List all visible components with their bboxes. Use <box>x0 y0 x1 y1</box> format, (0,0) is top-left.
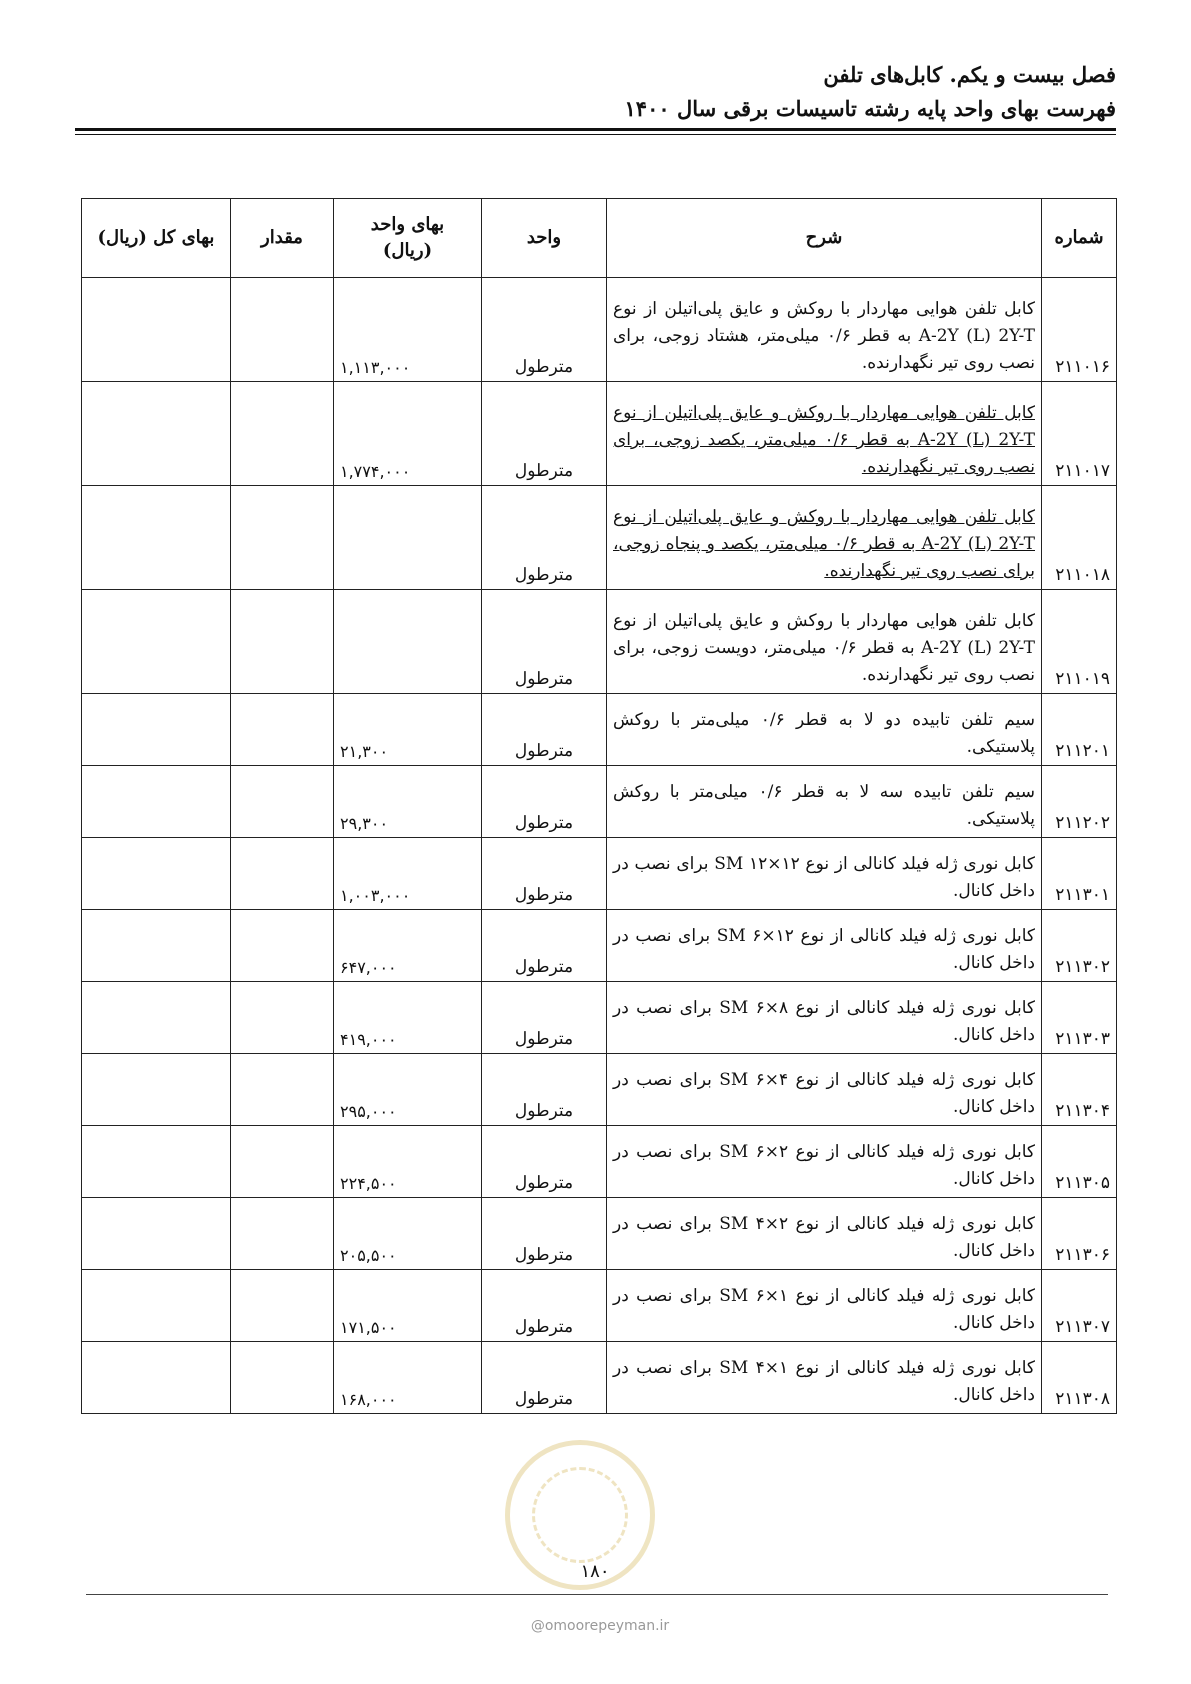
row-total <box>82 1126 231 1198</box>
row-quantity <box>231 766 334 838</box>
row-quantity <box>231 486 334 590</box>
row-description: کابل تلفن هوایی مهاردار با روکش و عایق پلی‌اتیلن از نوع A-2Y (L) 2Y-T به قطر ۰/۶ میلی‌متر، یکصد و پنجاه زوجی، برای نصب روی تیر نگهدارنده. <box>607 486 1042 590</box>
unit-price-currency: (ریال) <box>382 240 433 261</box>
row-quantity <box>231 1054 334 1126</box>
row-unit: مترطول <box>482 838 607 910</box>
row-unit-price: ۲۹,۳۰۰ <box>334 766 482 838</box>
row-total <box>82 910 231 982</box>
row-description: کابل تلفن هوایی مهاردار با روکش و عایق پلی‌اتیلن از نوع A-2Y (L) 2Y-T به قطر ۰/۶ میلی‌متر، هشتاد زوجی، برای نصب روی تیر نگهدارنده. <box>607 278 1042 382</box>
row-description: کابل نوری ژله فیلد کانالی از نوع SM ۶×۱ برای نصب در داخل کانال. <box>607 1270 1042 1342</box>
row-quantity <box>231 910 334 982</box>
row-code: ۲۱۱۰۱۶ <box>1042 278 1117 382</box>
column-header-unit-price <box>334 199 482 278</box>
row-quantity <box>231 1126 334 1198</box>
row-unit-price: ۶۴۷,۰۰۰ <box>334 910 482 982</box>
table-row <box>82 486 1117 590</box>
website-watermark: @omoorepeyman.ir <box>530 1618 670 1634</box>
row-unit: مترطول <box>482 694 607 766</box>
row-quantity <box>231 982 334 1054</box>
row-total <box>82 1198 231 1270</box>
row-code: ۲۱۱۰۱۷ <box>1042 382 1117 486</box>
row-description: کابل نوری ژله فیلد کانالی از نوع SM ۱۲×۱۲ برای نصب در داخل کانال. <box>607 838 1042 910</box>
row-code: ۲۱۱۳۰۴ <box>1042 1054 1117 1126</box>
row-quantity <box>231 1198 334 1270</box>
row-total <box>82 382 231 486</box>
column-header-description: شرح <box>607 199 1042 278</box>
row-unit: مترطول <box>482 1198 607 1270</box>
row-unit-price: ۲۰۵,۵۰۰ <box>334 1198 482 1270</box>
row-quantity <box>231 278 334 382</box>
row-unit-price <box>334 486 482 590</box>
row-description: سیم تلفن تابیده سه لا به قطر ۰/۶ میلی‌متر با روکش پلاستیکی. <box>607 766 1042 838</box>
row-code: ۲۱۱۰۱۹ <box>1042 590 1117 694</box>
row-unit-price: ۲۹۵,۰۰۰ <box>334 1054 482 1126</box>
row-total <box>82 982 231 1054</box>
row-code: ۲۱۱۳۰۷ <box>1042 1270 1117 1342</box>
price-list-table <box>81 198 1117 1414</box>
row-code: ۲۱۱۳۰۸ <box>1042 1342 1117 1414</box>
row-description: کابل نوری ژله فیلد کانالی از نوع SM ۴×۲ برای نصب در داخل کانال. <box>607 1198 1042 1270</box>
row-unit-price: ۱۷۱,۵۰۰ <box>334 1270 482 1342</box>
row-total <box>82 486 231 590</box>
row-unit: مترطول <box>482 382 607 486</box>
row-description: کابل نوری ژله فیلد کانالی از نوع SM ۶×۴ برای نصب در داخل کانال. <box>607 1054 1042 1126</box>
header-rule-thick <box>75 128 1116 131</box>
unit-price-label: بهای واحد <box>370 214 445 235</box>
table-row <box>82 278 1117 382</box>
row-unit: مترطول <box>482 1126 607 1198</box>
row-quantity <box>231 1342 334 1414</box>
row-description: کابل نوری ژله فیلد کانالی از نوع SM ۶×۱۲ برای نصب در داخل کانال. <box>607 910 1042 982</box>
row-unit-price: ۱,۰۰۳,۰۰۰ <box>334 838 482 910</box>
column-header-code: شماره <box>1042 199 1117 278</box>
row-unit-price <box>334 590 482 694</box>
row-code: ۲۱۱۳۰۶ <box>1042 1198 1117 1270</box>
row-unit: مترطول <box>482 766 607 838</box>
row-total <box>82 590 231 694</box>
row-code: ۲۱۱۳۰۲ <box>1042 910 1117 982</box>
row-code: ۲۱۱۲۰۱ <box>1042 694 1117 766</box>
row-total <box>82 278 231 382</box>
row-code: ۲۱۱۲۰۲ <box>1042 766 1117 838</box>
row-code: ۲۱۱۳۰۱ <box>1042 838 1117 910</box>
row-description: کابل نوری ژله فیلد کانالی از نوع SM ۶×۸ برای نصب در داخل کانال. <box>607 982 1042 1054</box>
table-row <box>82 982 1117 1054</box>
row-unit: مترطول <box>482 590 607 694</box>
column-header-quantity: مقدار <box>231 199 334 278</box>
row-unit-price: ۴۱۹,۰۰۰ <box>334 982 482 1054</box>
row-description: کابل تلفن هوایی مهاردار با روکش و عایق پلی‌اتیلن از نوع A-2Y (L) 2Y-T به قطر ۰/۶ میلی‌متر، دویست زوجی، برای نصب روی تیر نگهدارنده. <box>607 590 1042 694</box>
row-unit-price: ۱,۷۷۴,۰۰۰ <box>334 382 482 486</box>
table-row <box>82 910 1117 982</box>
row-code: ۲۱۱۳۰۵ <box>1042 1126 1117 1198</box>
row-description: سیم تلفن تابیده دو لا به قطر ۰/۶ میلی‌متر با روکش پلاستیکی. <box>607 694 1042 766</box>
row-description: کابل نوری ژله فیلد کانالی از نوع SM ۶×۲ برای نصب در داخل کانال. <box>607 1126 1042 1198</box>
row-quantity <box>231 1270 334 1342</box>
row-description: کابل نوری ژله فیلد کانالی از نوع SM ۴×۱ برای نصب در داخل کانال. <box>607 1342 1042 1414</box>
column-header-total: بهای کل (ریال) <box>82 199 231 278</box>
row-unit-price: ۲۲۴,۵۰۰ <box>334 1126 482 1198</box>
page-header <box>75 58 1116 126</box>
column-header-unit: واحد <box>482 199 607 278</box>
row-description: کابل تلفن هوایی مهاردار با روکش و عایق پلی‌اتیلن از نوع A-2Y (L) 2Y-T به قطر ۰/۶ میلی‌متر، یکصد زوجی، برای نصب روی تیر نگهدارنده. <box>607 382 1042 486</box>
table-header-row <box>82 199 1117 278</box>
table-row <box>82 1198 1117 1270</box>
row-total <box>82 1342 231 1414</box>
row-quantity <box>231 590 334 694</box>
row-total <box>82 1054 231 1126</box>
chapter-title: فصل بیست و یکم. کابل‌های تلفن <box>823 62 1116 87</box>
table-row <box>82 694 1117 766</box>
row-unit: مترطول <box>482 486 607 590</box>
row-unit: مترطول <box>482 1054 607 1126</box>
row-quantity <box>231 694 334 766</box>
row-total <box>82 838 231 910</box>
document-subtitle: فهرست بهای واحد پایه رشته تاسیسات برقی سال ۱۴۰۰ <box>624 96 1116 121</box>
table-row <box>82 766 1117 838</box>
table-row <box>82 382 1117 486</box>
header-rule-thin <box>75 134 1116 135</box>
table-row <box>82 1126 1117 1198</box>
row-unit-price: ۲۱,۳۰۰ <box>334 694 482 766</box>
row-quantity <box>231 838 334 910</box>
row-unit: مترطول <box>482 982 607 1054</box>
row-unit: مترطول <box>482 278 607 382</box>
row-unit-price: ۱,۱۱۳,۰۰۰ <box>334 278 482 382</box>
table-row <box>82 1054 1117 1126</box>
row-quantity <box>231 382 334 486</box>
footer-rule <box>86 1594 1108 1595</box>
row-total <box>82 694 231 766</box>
table-row <box>82 590 1117 694</box>
row-total <box>82 766 231 838</box>
table-row <box>82 838 1117 910</box>
row-unit: مترطول <box>482 1342 607 1414</box>
table-row <box>82 1270 1117 1342</box>
row-code: ۲۱۱۳۰۳ <box>1042 982 1117 1054</box>
row-unit: مترطول <box>482 910 607 982</box>
row-total <box>82 1270 231 1342</box>
table-row <box>82 1342 1117 1414</box>
page-number: ۱۸۰ <box>580 1561 610 1582</box>
row-unit-price: ۱۶۸,۰۰۰ <box>334 1342 482 1414</box>
row-unit: مترطول <box>482 1270 607 1342</box>
row-code: ۲۱۱۰۱۸ <box>1042 486 1117 590</box>
